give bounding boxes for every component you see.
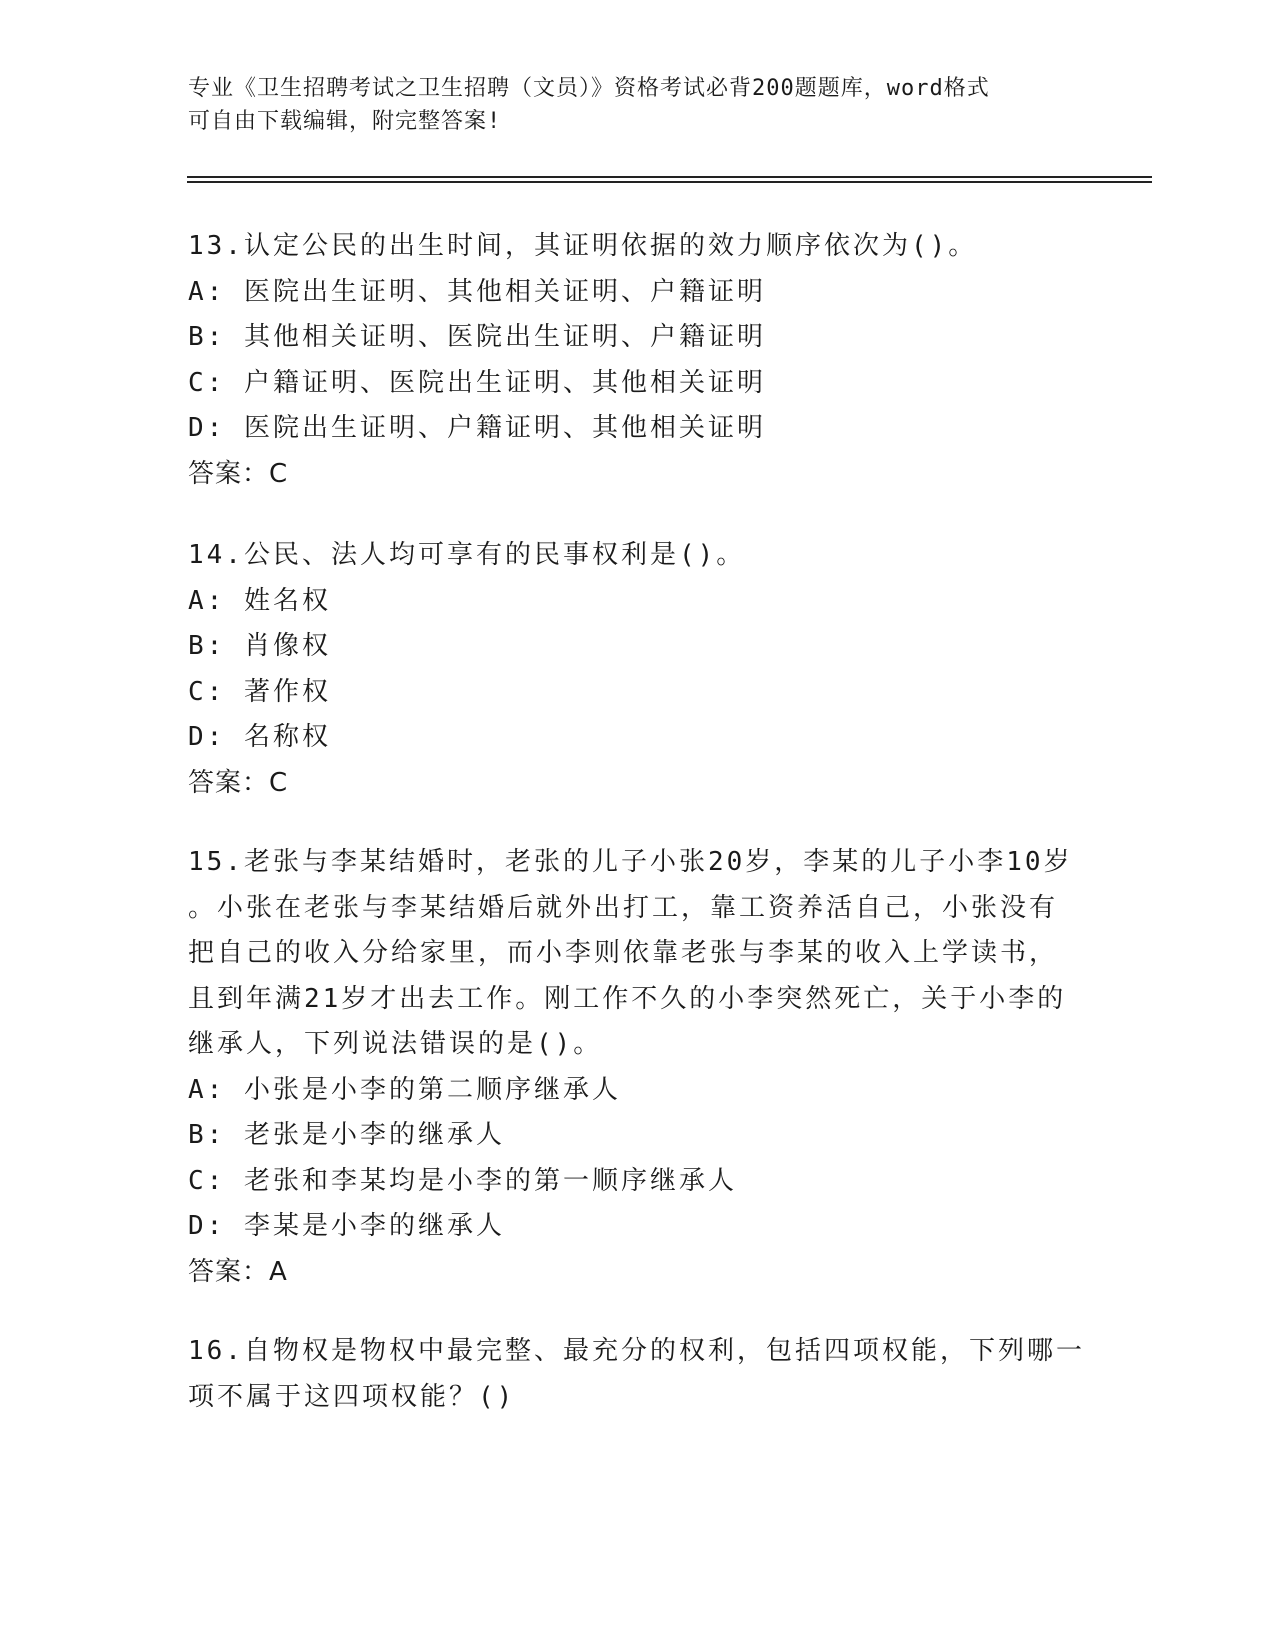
question-stem-line: 16.自物权是物权中最完整、最充分的权利，包括四项权能，下列哪一: [188, 1336, 1085, 1366]
option-a: A: 医院出生证明、其他相关证明、户籍证明: [188, 276, 766, 307]
option-c: C: 老张和李某均是小李的第一顺序继承人: [188, 1165, 737, 1196]
header-line-1: 专业《卫生招聘考试之卫生招聘（文员）》资格考试必背200题题库，word格式: [188, 76, 990, 101]
option-c: C: 户籍证明、医院出生证明、其他相关证明: [188, 367, 766, 398]
header-line-2: 可自由下载编辑，附完整答案!: [188, 109, 502, 134]
question-stem-line: 15.老张与李某结婚时，老张的儿子小张20岁，李某的儿子小李10岁: [188, 847, 1073, 877]
option-b: B: 肖像权: [188, 631, 331, 661]
option-d: D: 名称权: [188, 722, 331, 752]
answer-label: 答案：C: [188, 767, 289, 798]
option-b: B: 其他相关证明、医院出生证明、户籍证明: [188, 322, 766, 352]
question-13: [188, 224, 1068, 497]
question-stem-line: 。小张在老张与李某结婚后就外出打工，靠工资养活自己，小张没有: [188, 892, 1059, 923]
header-rule-top: [187, 176, 1152, 178]
option-a: A: 姓名权: [188, 585, 331, 616]
option-b: B: 老张是小李的继承人: [188, 1120, 505, 1150]
question-15: [188, 840, 1073, 1295]
question-stem-line: 且到年满21岁才出去工作。刚工作不久的小李突然死亡，关于小李的: [188, 983, 1067, 1014]
question-16: [188, 1329, 1085, 1420]
question-stem-line: 继承人，下列说法错误的是()。: [188, 1029, 603, 1059]
option-d: D: 医院出生证明、户籍证明、其他相关证明: [188, 413, 766, 443]
question-stem-line: 把自己的收入分给家里，而小李则依靠老张与李某的收入上学读书，: [188, 938, 1059, 968]
question-14: [188, 533, 1068, 806]
answer-label: 答案：A: [188, 1256, 288, 1287]
option-c: C: 著作权: [188, 676, 331, 707]
answer-label: 答案：C: [188, 458, 289, 489]
document-header: [188, 72, 1088, 138]
question-stem-line: 项不属于这四项权能？(): [188, 1381, 516, 1412]
question-stem-line: 13.认定公民的出生时间，其证明依据的效力顺序依次为()。: [188, 231, 978, 261]
option-a: A: 小张是小李的第二顺序继承人: [188, 1074, 621, 1105]
question-stem-line: 14.公民、法人均可享有的民事权利是()。: [188, 540, 746, 570]
header-rule-bottom: [187, 181, 1152, 183]
option-d: D: 李某是小李的继承人: [188, 1211, 505, 1241]
